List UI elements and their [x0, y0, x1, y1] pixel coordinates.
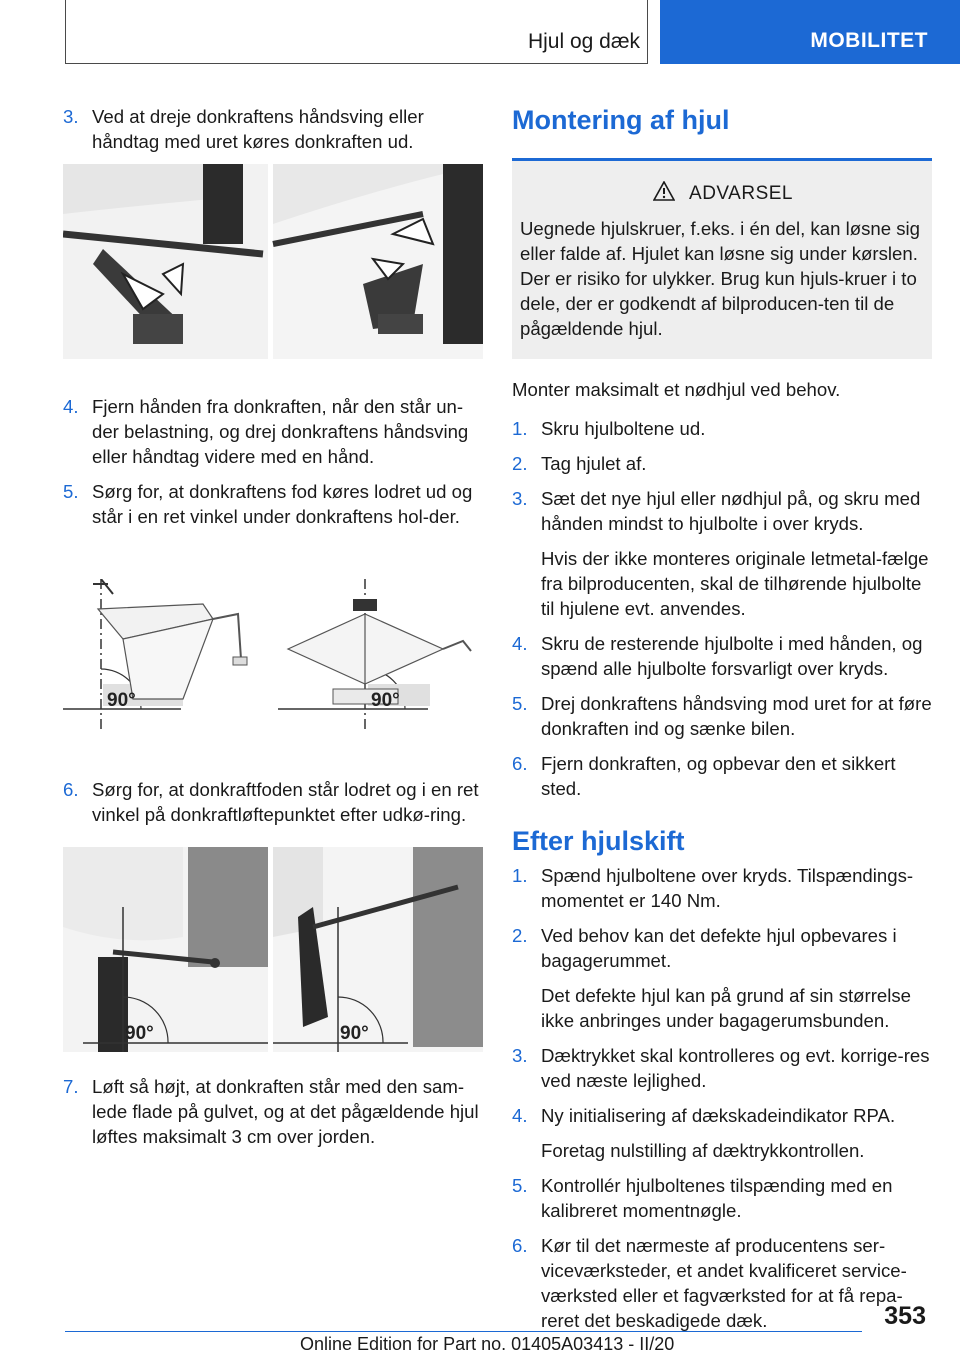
after-step-2-note: Det defekte hjul kan på grund af sin størrelse ikke anbringes under bagagerumsbunden. [541, 985, 912, 1031]
section-title: Hjul og dæk [527, 30, 640, 53]
after-step-5 [512, 1173, 932, 1223]
step-text: Drej donkraftens håndsving mod uret for at føre donkraften ind og sænke bilen. [541, 693, 932, 739]
after-step-1 [512, 863, 932, 913]
step-text: Spænd hjulboltene over kryds. Tilspændings-momentet er 140 Nm. [541, 865, 914, 911]
right-column [512, 104, 932, 1343]
step-text: Sørg for, at donkraftens fod køres lodret ud og står i en ret vinkel under donkraftens hol-der. [92, 481, 473, 527]
angle-label: 90° [340, 1023, 369, 1044]
step-text: Sæt det nye hjul eller nødhjul på, og skru med hånden mindst to hjulbolte i over kryds. [541, 488, 921, 534]
mount-step-4 [512, 631, 932, 681]
step-text: Skru hjulboltene ud. [541, 418, 706, 439]
jack-extend-illustration [63, 164, 483, 364]
after-step-2 [512, 923, 932, 973]
step-4 [63, 394, 483, 469]
section-heading-efter-hjulskift: Efter hjulskift [512, 826, 685, 856]
warning-header [520, 181, 926, 208]
mount-step-3 [512, 486, 932, 536]
step-text: Løft så højt, at donkraften står med den sam-lede flade på gulvet, og at det pågældende hjul løftes maksimalt 3 cm over jorden. [92, 1076, 479, 1147]
after-step-6 [512, 1233, 932, 1333]
mount-step-2 [512, 451, 932, 476]
step-number: 3. [512, 488, 528, 509]
warning-label: ADVARSEL [689, 183, 793, 204]
step-number: 4. [512, 633, 528, 654]
step-number: 2. [512, 453, 528, 474]
step-text: Fjern hånden fra donkraften, når den står un-der belastning, og drej donkraftens håndsving eller håndtag videre med en hånd. [92, 396, 469, 467]
step-number: 7. [63, 1076, 79, 1097]
step-text: Kør til det nærmeste af producentens ser-viceværksteder, et andet kvalificeret service-værksted eller et fagværksted for at få repa-reret det beskadigede dæk. [541, 1235, 907, 1331]
tab-mobilitet[interactable]: MOBILITET [660, 0, 960, 64]
footer-divider [65, 1331, 862, 1332]
step-text: Ved behov kan det defekte hjul opbevares i bagagerummet. [541, 925, 897, 971]
after-step-4-note: Foretag nulstilling af dæktrykkontrollen. [541, 1140, 865, 1161]
step-number: 4. [512, 1105, 528, 1126]
step-text: Kontrollér hjulboltenes tilspænding med en kalibreret momentnøgle. [541, 1175, 893, 1221]
step-7 [63, 1074, 483, 1149]
mount-step-5 [512, 691, 932, 741]
step-number: 3. [512, 1045, 528, 1066]
mount-step-6 [512, 751, 932, 801]
section-heading-montering: Montering af hjul [512, 105, 730, 135]
step-text: Ny initialisering af dækskadeindikator RPA. [541, 1105, 896, 1126]
step-number: 1. [512, 865, 528, 886]
step-number: 2. [512, 925, 528, 946]
warning-box [512, 158, 932, 359]
after-step-3 [512, 1043, 932, 1093]
jack-photo-illustration [63, 164, 483, 364]
step-5 [63, 479, 483, 529]
angle-label: 90° [107, 690, 136, 711]
step-6 [63, 777, 483, 827]
edition-text: Online Edition for Part no. 01405A03413 - II/20 [300, 1334, 675, 1354]
step-text: Dæktrykket skal kontrolleres og evt. korrige-res ved næste lejlighed. [541, 1045, 930, 1091]
mount-step-3-note: Hvis der ikke monteres originale letmetal-fælge fra bilproducenten, skal de tilhørende hjulbolte til hjulene evt. anvendes. [541, 548, 929, 619]
warning-triangle-icon [653, 181, 675, 208]
step-number: 4. [63, 396, 79, 417]
step-number: 6. [512, 753, 528, 774]
step-number: 5. [512, 693, 528, 714]
intro-text: Monter maksimalt et nødhjul ved behov. [512, 379, 841, 400]
step-number: 3. [63, 106, 79, 127]
angle-label: 90° [125, 1023, 154, 1044]
mount-step-1 [512, 416, 932, 441]
step-number: 1. [512, 418, 528, 439]
step-text: Fjern donkraften, og opbevar den et sikkert sted. [541, 753, 896, 799]
step-text: Sørg for, at donkraftfoden står lodret og i en ret vinkel på donkraftløftepunktet efter udkø-ring. [92, 779, 479, 825]
step-3 [63, 104, 483, 154]
left-column [63, 104, 483, 1159]
step-text: Ved at dreje donkraftens håndsving eller håndtag med uret køres donkraften ud. [92, 106, 424, 152]
angle-label: 90° [371, 690, 400, 711]
step-number: 5. [512, 1175, 528, 1196]
jack-angle-diagram [63, 579, 483, 739]
step-number: 6. [512, 1235, 528, 1256]
jack-foot-illustration [63, 847, 483, 1057]
jack-foot-photo [63, 847, 483, 1057]
step-number: 6. [63, 779, 79, 800]
page-number: 353 [884, 1302, 926, 1330]
after-step-4 [512, 1103, 932, 1128]
warning-text: Uegnede hjulskruer, f.eks. i én del, kan løsne sig eller falde af. Hjulet kan løsne sig under kørslen. Der er risiko for ulykker. Brug kun hjuls-kruer i to dele, der er godkendt af bilproducen-ten til de pågældende hjul. [520, 218, 920, 339]
jack-90-degree-drawing [63, 579, 483, 739]
step-number: 5. [63, 481, 79, 502]
step-text: Skru de resterende hjulbolte i med hånden, og spænd alle hjulbolte forsvarligt over kryds. [541, 633, 923, 679]
step-text: Tag hjulet af. [541, 453, 647, 474]
